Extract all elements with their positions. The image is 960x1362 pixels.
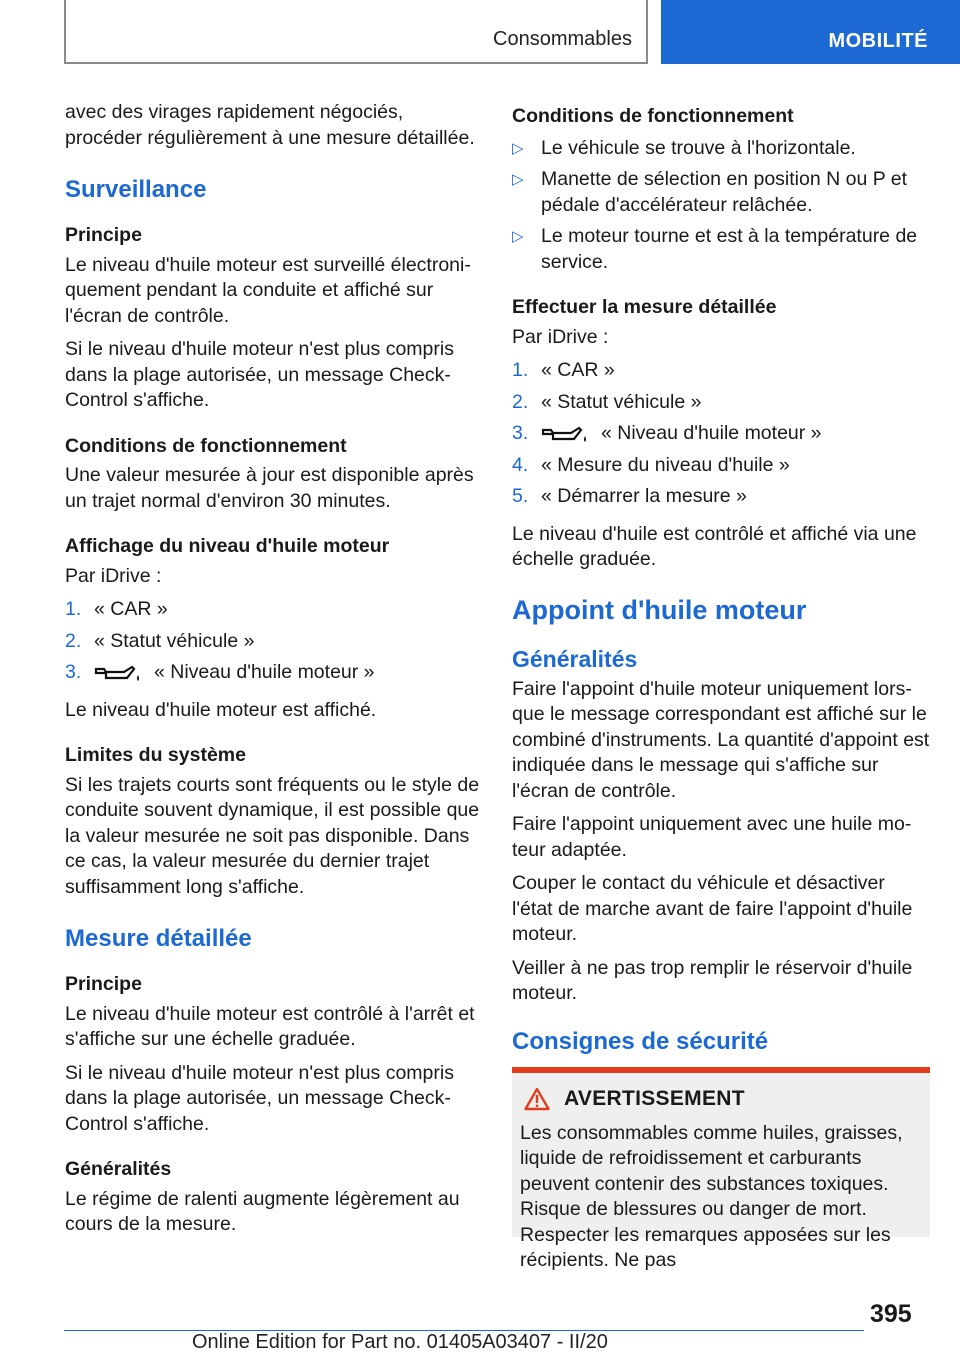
oil-can-icon: [94, 663, 146, 683]
step-text: « Mesure du niveau d'huile »: [541, 453, 790, 476]
affichage-heading: Affichage du niveau d'huile moteur: [65, 535, 390, 557]
appoint-heading: Appoint d'huile moteur: [512, 594, 807, 625]
condition-text: Le moteur tourne et est à la température de service.: [541, 225, 918, 273]
list-item: [512, 358, 930, 384]
triangle-bullet-icon: ▷: [512, 228, 524, 245]
list-item: [512, 224, 930, 275]
step-number: 3.: [512, 422, 529, 444]
affichage-intro: Par iDrive :: [65, 564, 162, 587]
list-item: [512, 390, 930, 416]
affichage-result: Le niveau d'huile moteur est affiché.: [65, 698, 377, 721]
appoint-paragraph-4: Veiller à ne pas trop remplir le réservoir d'huile moteur.: [512, 956, 913, 1004]
step-number: 2.: [65, 629, 82, 652]
mesure-heading: Mesure détaillée: [65, 925, 252, 952]
list-item: [65, 597, 485, 623]
appoint-paragraph-3: Couper le contact du véhicule et désactiver l'état de marche avant de faire l'appoint d'huile moteur.: [512, 872, 913, 945]
mesure-generalites-paragraph: Le régime de ralenti augmente légèrement au cours de la mesure.: [65, 1187, 460, 1235]
header-chapter-tab: [661, 0, 960, 64]
list-item: [512, 421, 930, 447]
principe-heading: Principe: [65, 224, 142, 246]
step-number: 1.: [65, 598, 82, 620]
principe-paragraph-1: Le niveau d'huile moteur est surveillé électroniquement pendant la conduite et affiché sur l'écran de contrôle.: [65, 253, 471, 327]
page-number: 395: [870, 1300, 912, 1328]
affichage-steps: [65, 597, 485, 686]
step-number: 3.: [65, 661, 82, 683]
triangle-bullet-icon: ▷: [512, 139, 524, 157]
mesure-principe-paragraph-1: Le niveau d'huile moteur est contrôlé à l'arrêt et s'affiche sur une échelle graduée.: [65, 1002, 475, 1050]
oil-can-icon: [541, 424, 593, 444]
triangle-bullet-icon: ▷: [512, 171, 524, 188]
effectuer-heading: Effectuer la mesure détaillée: [512, 296, 777, 318]
condition-text: Le véhicule se trouve à l'horizontale.: [541, 136, 856, 159]
footer-edition-line: [192, 1331, 608, 1354]
limites-heading: Limites du système: [65, 744, 246, 766]
warning-text: Les consommables comme huiles, graisses, liquide de refroidissement et carburants peuvent contenir des substances toxiques. Risque de blessures ou danger de mort. Respecter les remarques apposées sur les récipients. Ne pas: [520, 1121, 903, 1271]
step-text: « Niveau d'huile moteur »: [154, 661, 375, 683]
right-column: [512, 100, 930, 1271]
principe-paragraph-2: Si le niveau d'huile moteur n'est plus compris dans la plage autorisée, un message Check-Control s'affiche.: [65, 338, 454, 411]
step-number: 4.: [512, 453, 529, 476]
step-text: « CAR »: [94, 598, 168, 620]
intro-paragraph: avec des virages rapidement négociés, procéder régulièrement à une mesure détaillée.: [65, 101, 475, 149]
list-item: [512, 136, 930, 162]
left-column: [65, 100, 485, 1246]
warning-triangle-icon: [524, 1087, 550, 1111]
consignes-heading: Consignes de sécurité: [512, 1027, 769, 1055]
warning-box: [512, 1067, 930, 1271]
step-text: « Statut véhicule »: [541, 390, 702, 413]
header-section-title: Consommables: [493, 28, 632, 50]
mesure-generalites-heading: Généralités: [65, 1158, 172, 1180]
step-text: « Statut véhicule »: [94, 629, 255, 652]
condition-text: Manette de sélection en position N ou P et pédale d'accélérateur relâchée.: [541, 168, 908, 216]
effectuer-result: Le niveau d'huile est contrôlé et affiché via une échelle graduée.: [512, 522, 917, 570]
step-text: « CAR »: [541, 359, 615, 381]
header-chapter-title: MOBILITÉ: [828, 30, 928, 52]
mesure-principe-paragraph-2: Si le niveau d'huile moteur n'est plus compris dans la plage autorisée, un message Check-Control s'affiche.: [65, 1061, 454, 1135]
list-item: [512, 453, 930, 479]
appoint-generalites-heading: Généralités: [512, 645, 638, 672]
appoint-paragraph-2: Faire l'appoint uniquement avec une huile moteur adaptée.: [512, 813, 912, 861]
effectuer-steps: [512, 358, 930, 510]
step-number: 1.: [512, 359, 529, 381]
list-item: [512, 167, 930, 218]
right-conditions-heading: Conditions de fonctionnement: [512, 105, 794, 127]
list-item: [512, 484, 930, 510]
step-text: « Niveau d'huile moteur »: [601, 422, 822, 444]
limites-paragraph: Si les trajets courts sont fréquents ou le style de conduite souvent dynamique, il est possible que la valeur mesurée ne soit pas disponible. Dans ce cas, la valeur mesurée du dernier trajet suffisamment long s'affiche.: [65, 773, 480, 898]
footer-edition: Online Edition for Part no. 01405A03407 - II/20: [192, 1331, 608, 1353]
step-text: « Démarrer la mesure »: [541, 485, 747, 507]
mesure-principe-heading: Principe: [65, 973, 142, 995]
list-item: [65, 629, 485, 655]
list-item: [65, 660, 485, 686]
step-number: 5.: [512, 485, 529, 507]
warning-title-row: [524, 1087, 922, 1111]
conditions-paragraph: Une valeur mesurée à jour est disponible après un trajet normal d'environ 30 minutes.: [65, 464, 474, 512]
header-section-tab: [64, 0, 648, 64]
conditions-list: [512, 136, 930, 276]
effectuer-intro: Par iDrive :: [512, 325, 609, 348]
surveillance-heading: Surveillance: [65, 176, 207, 203]
step-number: 2.: [512, 390, 529, 413]
warning-title: AVERTISSEMENT: [564, 1086, 745, 1110]
appoint-paragraph-1: Faire l'appoint d'huile moteur uniquement lorsque le message correspondant est affiché sur le combiné d'instruments. La quantité d'appoint est indiquée dans le message qui s'affiche sur l'écran de contrôle.: [512, 677, 930, 802]
conditions-heading: Conditions de fonctionnement: [65, 434, 347, 457]
